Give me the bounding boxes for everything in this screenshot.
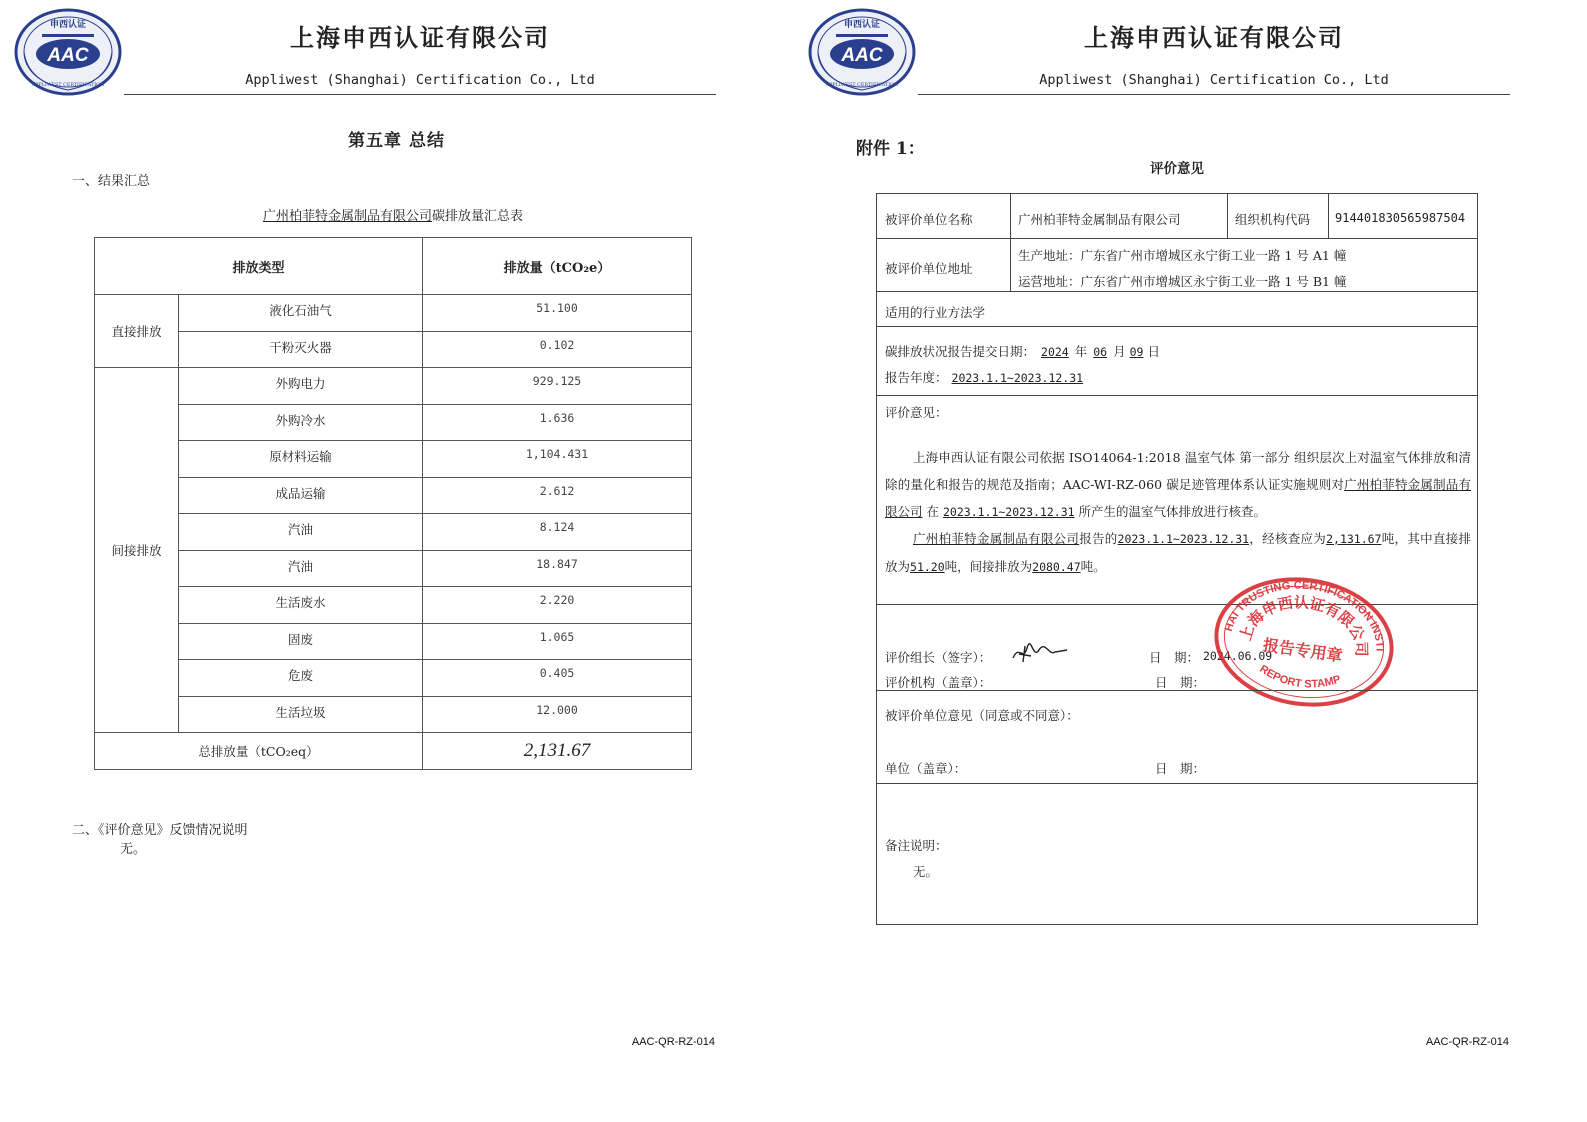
- row-value: 0.405: [423, 660, 692, 697]
- table-caption: [94, 205, 692, 224]
- table-row: [95, 404, 692, 441]
- submit-date-label: 碳排放状况报告提交日期：: [885, 344, 1036, 359]
- document-code: AAC-QR-RZ-014: [631, 1036, 715, 1048]
- divider: [1010, 194, 1011, 238]
- opinion-label: 评价意见：: [885, 405, 948, 420]
- agency-seal-label: 评价机构（盖章）：: [885, 675, 992, 690]
- logo-bottom-text: APPLIWEST CERTIFICATION: [31, 83, 105, 88]
- col-header-amount: 排放量（tCO₂e）: [423, 238, 692, 295]
- document-code: AAC-QR-RZ-014: [1425, 1036, 1509, 1048]
- methodology-label: 适用的行业方法学: [885, 305, 986, 320]
- address-label: 被评价单位地址: [885, 261, 973, 276]
- submit-year: 2024: [1041, 345, 1069, 359]
- opinion-p1-text: 上海申西认证有限公司依据 ISO14064-1:2018 温室气体 第一部分 组织层次上对温室气体排放和清除的量化和报告的规范及指南；AAC-WI-RZ-060 碳足迹管理体系认证实施规则对: [885, 450, 1471, 492]
- row-value: 12.000: [423, 696, 692, 733]
- company-name-cn: 上海申西认证有限公司: [290, 23, 550, 52]
- leader-date-value: 2024.06.09: [1203, 649, 1273, 663]
- divider: [877, 690, 1477, 691]
- group-indirect: 间接排放: [95, 368, 179, 733]
- right-page: [794, 0, 1587, 1122]
- unit-seal-label: 单位（盖章）：: [885, 761, 967, 776]
- table-header-row: [95, 238, 692, 295]
- divider: [877, 238, 1477, 239]
- stamp-center-text: 报告专用章: [1261, 635, 1344, 666]
- evaluated-unit-opinion-label: 被评价单位意见（同意或不同意）：: [885, 708, 1079, 723]
- header-rule: [918, 94, 1510, 95]
- opinion-paragraph-1: [885, 444, 1471, 526]
- stamp-outer-text: SHANGHAI TRUSTING CERTIFICATION INSTITUTION: [1222, 579, 1386, 652]
- table-row: [95, 696, 692, 733]
- remarks-body: 无。: [913, 864, 939, 879]
- logo-text: AAC: [841, 45, 883, 66]
- emission-summary-table: [94, 237, 692, 770]
- report-year-line: [885, 368, 1087, 386]
- table-row: [95, 477, 692, 514]
- row-name: 外购冷水: [179, 404, 423, 441]
- opinion-p2-period: 2023.1.1~2023.12.31: [1117, 532, 1250, 546]
- section-heading-results: 一、结果汇总: [72, 174, 151, 189]
- row-value: 0.102: [423, 331, 692, 368]
- remarks-label: 备注说明：: [885, 838, 948, 853]
- table-row: [95, 623, 692, 660]
- submit-year-unit: 年: [1074, 344, 1088, 359]
- org-code-label: 组织机构代码: [1235, 212, 1311, 227]
- header-rule: [124, 94, 716, 95]
- section-heading-feedback: 二、《评价意见》反馈情况说明: [72, 823, 248, 838]
- opinion-p2-verified: ，经核查应为: [1249, 531, 1327, 546]
- divider: [877, 291, 1477, 292]
- group-direct: 直接排放: [95, 295, 179, 368]
- company-name-cn: 上海申西认证有限公司: [1084, 23, 1344, 52]
- submit-month-unit: 月: [1113, 344, 1126, 359]
- table-row: [95, 441, 692, 478]
- submit-date-line: [885, 342, 1160, 360]
- row-name: 固废: [179, 623, 423, 660]
- divider: [877, 326, 1477, 327]
- opinion-p1-company: 广州柏菲特金属制品有限公司: [885, 477, 1471, 519]
- stamp-inner-text: 上海申西认证有限公司: [1236, 593, 1371, 657]
- table-row: [95, 368, 692, 405]
- row-name: 危废: [179, 660, 423, 697]
- submit-month: 06: [1093, 345, 1108, 359]
- unit-date-label: 日 期：: [1155, 761, 1206, 776]
- report-year-label: 报告年度：: [885, 370, 948, 385]
- company-name-en: Appliwest (Shanghai) Certification Co., Ltd: [245, 72, 595, 88]
- leader-sign-label: 评价组长（签字）：: [885, 650, 992, 665]
- aac-logo: [808, 8, 916, 96]
- logo-bottom-text: APPLIWEST CERTIFICATION: [825, 83, 899, 88]
- left-page: [0, 0, 793, 1122]
- table-total-row: [95, 733, 692, 770]
- table-row: [95, 331, 692, 368]
- company-name-en: Appliwest (Shanghai) Certification Co., Ltd: [1039, 72, 1389, 88]
- row-name: 汽油: [179, 550, 423, 587]
- row-value: 1,104.431: [423, 441, 692, 478]
- row-name: 干粉灭火器: [179, 331, 423, 368]
- agency-date-label: 日 期：: [1155, 675, 1206, 690]
- submit-day: 09: [1129, 345, 1144, 359]
- row-value: 18.847: [423, 550, 692, 587]
- unit-name-label: 被评价单位名称: [885, 212, 973, 227]
- row-name: 液化石油气: [179, 295, 423, 332]
- opinion-p1-end: 所产生的温室气体排放进行核查。: [1078, 504, 1267, 519]
- opinion-p2-total: 2,131.67: [1326, 532, 1382, 546]
- table-row: [95, 660, 692, 697]
- form-title: 评价意见: [1150, 161, 1204, 177]
- org-code-value: 914401830565987504: [1335, 211, 1466, 225]
- opinion-p2-direct: 51.20: [910, 560, 945, 574]
- annex-title: 附件 1：: [856, 139, 925, 159]
- divider: [877, 395, 1477, 396]
- opinion-p2-reported: 报告的: [1079, 531, 1118, 546]
- row-value: 1.636: [423, 404, 692, 441]
- divider: [1010, 238, 1011, 291]
- row-name: 汽油: [179, 514, 423, 551]
- table-row: [95, 514, 692, 551]
- leader-date-label: 日 期：: [1149, 650, 1200, 665]
- logo-text: AAC: [47, 45, 89, 66]
- opinion-paragraph-2: [885, 525, 1471, 581]
- unit-name-value: 广州柏菲特金属制品有限公司: [1018, 212, 1181, 227]
- address-operation: 运营地址：广东省广州市增城区永宁街工业一路 1 号 B1 幢: [1018, 274, 1347, 289]
- row-value: 929.125: [423, 368, 692, 405]
- row-value: 2.220: [423, 587, 692, 624]
- opinion-p2-indirect-label: 吨，间接排放为: [944, 559, 1033, 574]
- signature-image: [1009, 640, 1069, 666]
- total-label: 总排放量（tCO₂eq）: [95, 733, 423, 770]
- row-value: 8.124: [423, 514, 692, 551]
- submit-day-unit: 日: [1147, 344, 1160, 359]
- row-value: 1.065: [423, 623, 692, 660]
- chapter-title: 第五章 总结: [348, 131, 445, 151]
- divider: [1227, 194, 1228, 238]
- row-name: 成品运输: [179, 477, 423, 514]
- table-row: [95, 295, 692, 332]
- stamp-bottom-text: REPORT STAMP: [1257, 662, 1343, 691]
- opinion-p2-indirect: 2080.47: [1032, 560, 1081, 574]
- row-value: 51.100: [423, 295, 692, 332]
- row-name: 外购电力: [179, 368, 423, 405]
- row-value: 2.612: [423, 477, 692, 514]
- row-name: 原材料运输: [179, 441, 423, 478]
- table-row: [95, 587, 692, 624]
- opinion-p2-direct-label: 吨，其中直接排放为: [885, 531, 1471, 574]
- opinion-p2-end: 吨。: [1080, 559, 1106, 574]
- opinion-p1-in: 在: [926, 504, 940, 519]
- opinion-p1-period: 2023.1.1~2023.12.31: [943, 505, 1075, 519]
- evaluation-form: [876, 193, 1478, 925]
- divider: [877, 783, 1477, 784]
- row-name: 生活垃圾: [179, 696, 423, 733]
- feedback-body: 无。: [120, 842, 147, 857]
- aac-logo: [14, 8, 122, 96]
- table-row: [95, 550, 692, 587]
- caption-suffix: 碳排放量汇总表: [432, 209, 524, 224]
- report-year-value: 2023.1.1~2023.12.31: [951, 371, 1084, 385]
- row-name: 生活废水: [179, 587, 423, 624]
- caption-company: 广州柏菲特金属制品有限公司: [262, 209, 432, 224]
- logo-top-text: 申西认证: [843, 20, 881, 30]
- col-header-type: 排放类型: [95, 238, 423, 295]
- address-production: 生产地址：广东省广州市增城区永宁街工业一路 1 号 A1 幢: [1018, 248, 1347, 263]
- total-value: 2,131.67: [423, 733, 692, 770]
- opinion-p2-company: 广州柏菲特金属制品有限公司: [913, 531, 1080, 546]
- logo-top-text: 申西认证: [49, 20, 87, 30]
- divider: [1328, 194, 1329, 238]
